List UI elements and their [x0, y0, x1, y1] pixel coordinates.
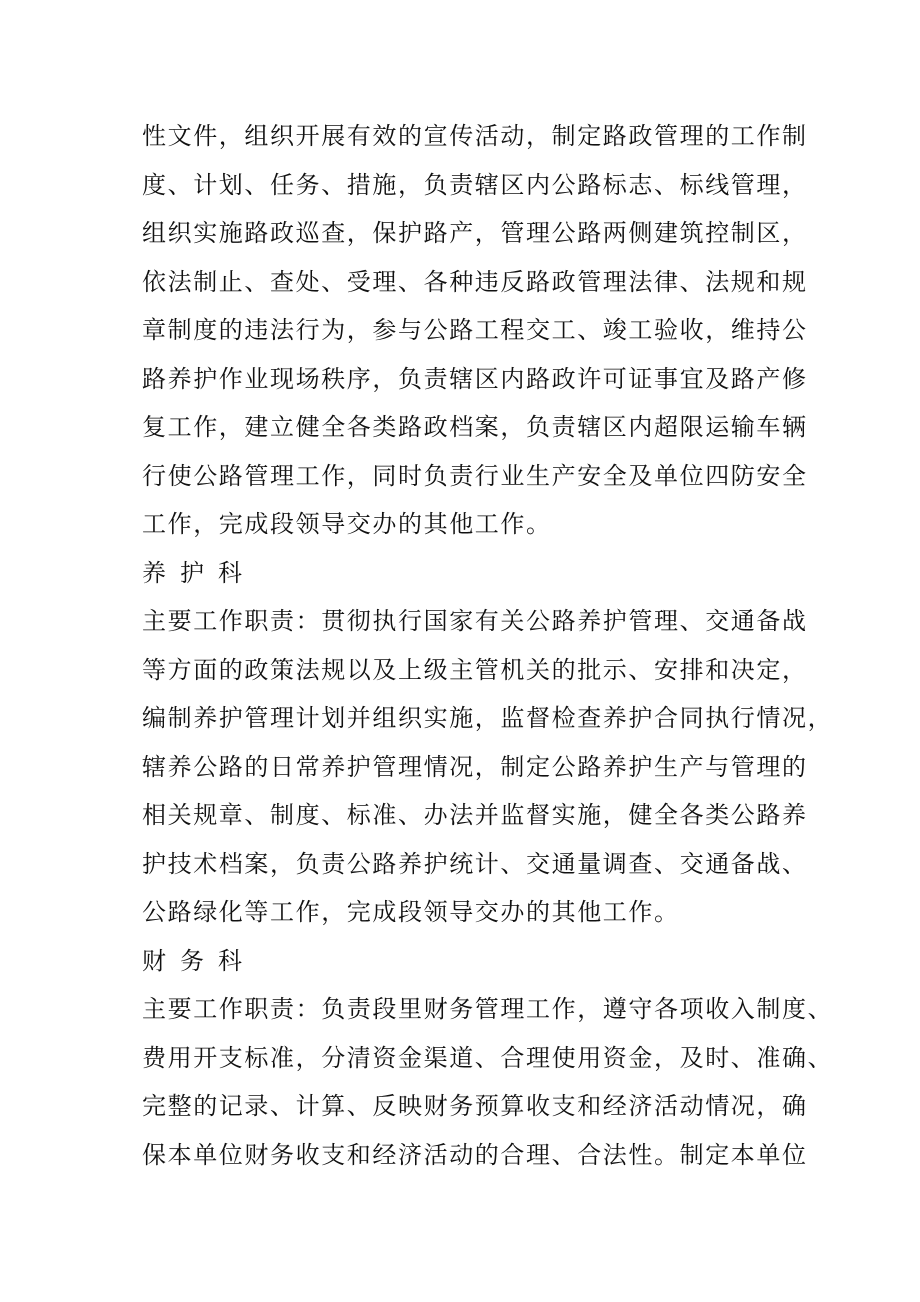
paragraph-line: 保本单位财务收支和经济活动的合理、合法性。制定本单位 — [142, 1140, 808, 1169]
paragraph-line: 相关规章、制度、标准、办法并监督实施，健全各类公路养 — [142, 801, 808, 829]
paragraph-line: 工作，完成段领导交办的其他工作。 — [142, 510, 552, 538]
paragraph-line: 复工作，建立健全各类路政档案，负责辖区内超限运输车辆 — [142, 413, 808, 441]
paragraph-line: 路养护作业现场秩序，负责辖区内路政许可证事宜及路产修 — [142, 364, 808, 393]
paragraph-line: 主要工作职责：贯彻执行国家有关公路养护管理、交通备战 — [142, 607, 808, 635]
paragraph-line: 护技术档案，负责公路养护统计、交通量调查、交通备战、 — [142, 849, 808, 878]
paragraph-line: 编制养护管理计划并组织实施，监督检查养护合同执行情况， — [142, 704, 834, 732]
paragraph-line: 行使公路管理工作，同时负责行业生产安全及单位四防安全 — [142, 461, 808, 490]
paragraph-line: 费用开支标准，分清资金渠道、合理使用资金，及时、准确、 — [142, 1043, 834, 1072]
paragraph-line: 等方面的政策法规以及上级主管机关的批示、安排和决定， — [142, 655, 808, 684]
paragraph-line: 组织实施路政巡查，保护路产，管理公路两侧建筑控制区， — [142, 219, 808, 247]
section-heading-finance: 财务科 — [142, 946, 256, 975]
paragraph-line: 性文件，组织开展有效的宣传活动，制定路政管理的工作制 — [142, 122, 808, 150]
paragraph-line: 度、计划、任务、措施，负责辖区内公路标志、标线管理， — [142, 170, 808, 199]
document-body — [142, 112, 834, 1179]
paragraph-line: 辖养公路的日常养护管理情况，制定公路养护生产与管理的 — [142, 752, 808, 781]
paragraph-line: 章制度的违法行为，参与公路工程交工、竣工验收，维持公 — [142, 316, 808, 344]
paragraph-line: 公路绿化等工作，完成段领导交办的其他工作。 — [142, 898, 680, 926]
section-heading-maintenance: 养护科 — [142, 558, 256, 587]
paragraph-line: 主要工作职责：负责段里财务管理工作，遵守各项收入制度、 — [142, 995, 834, 1023]
paragraph-line: 依法制止、查处、受理、各种违反路政管理法律、法规和规 — [142, 267, 808, 296]
paragraph-line: 完整的记录、计算、反映财务预算收支和经济活动情况，确 — [142, 1092, 808, 1120]
